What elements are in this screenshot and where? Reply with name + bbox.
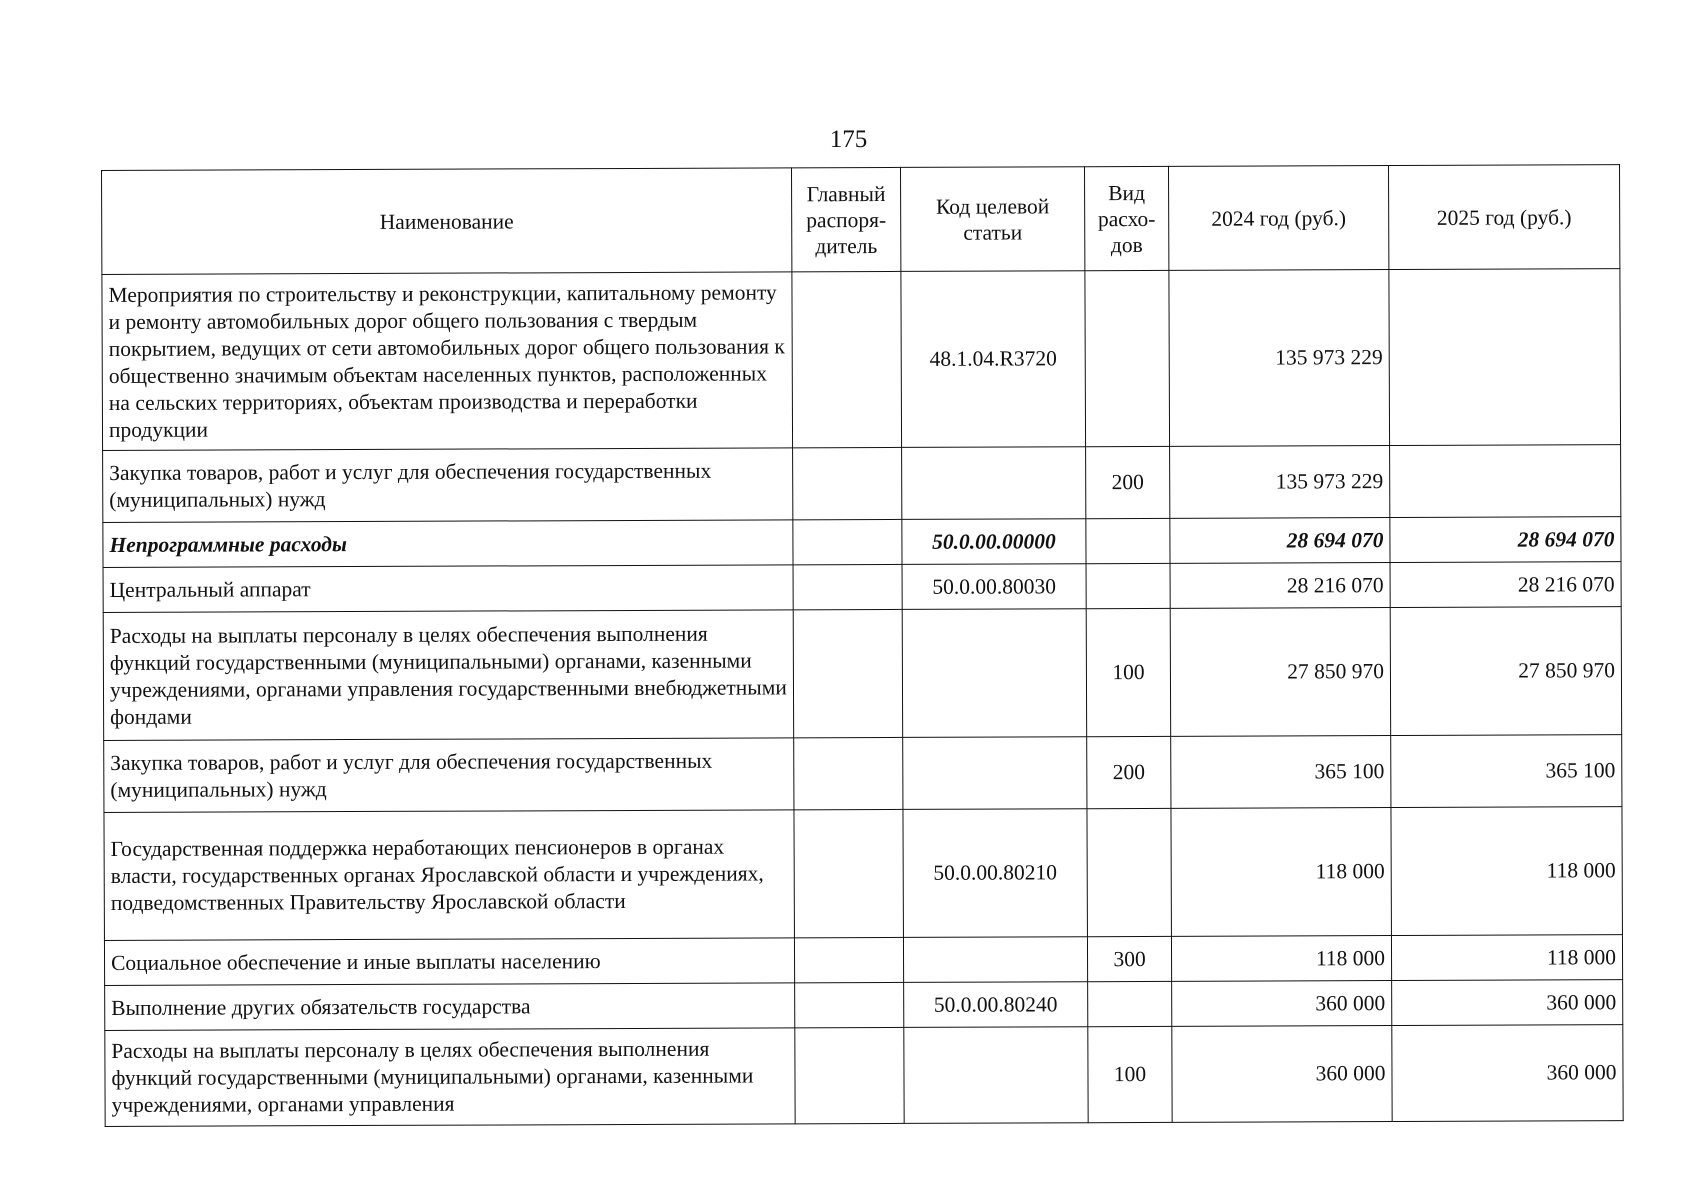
table-row (104, 735, 1622, 813)
row-2025: 360 000 (1392, 980, 1623, 1026)
row-code (904, 1027, 1088, 1124)
row-2024: 135 973 229 (1169, 270, 1390, 447)
table-row (105, 980, 1623, 1031)
header-vid: Вид расхо-дов (1084, 166, 1168, 270)
table-row (104, 935, 1622, 986)
row-2024: 28 694 070 (1170, 518, 1390, 564)
row-2024: 28 216 070 (1170, 563, 1390, 609)
row-name: Закупка товаров, работ и услуг для обеспечения государственных (муниципальных) нужд (104, 738, 794, 813)
row-gr (795, 982, 904, 1027)
row-vid: 100 (1086, 608, 1170, 736)
row-gr (793, 609, 902, 737)
header-name: Наименование (102, 168, 792, 275)
row-name: Закупка товаров, работ и услуг для обеспечения государственных (муниципальных) нужд (103, 448, 793, 523)
table-row (103, 607, 1621, 741)
row-2025: 360 000 (1392, 1025, 1623, 1122)
row-2025: 118 000 (1391, 935, 1622, 981)
row-code (902, 609, 1086, 738)
row-vid: 200 (1086, 446, 1170, 518)
row-name: Расходы на выплаты персоналу в целях обеспечения выполнения функций государственными (муниципальными) органами, казенными учреждениями, органами управления государственными внебюджетными фондами (103, 610, 793, 741)
row-2025: 28 216 070 (1390, 562, 1621, 608)
row-2024: 27 850 970 (1170, 608, 1390, 737)
row-gr (795, 1027, 904, 1123)
table-row (103, 445, 1621, 523)
header-code: Код целевой статьи (900, 167, 1084, 272)
row-vid: 300 (1087, 936, 1171, 981)
table-row (105, 1025, 1623, 1127)
row-2025 (1389, 269, 1621, 446)
row-vid (1086, 563, 1170, 608)
header-gr: Главный распоря-дитель (791, 167, 900, 271)
header-2025: 2025 год (руб.) (1388, 165, 1619, 270)
row-name: Социальное обеспечение и иные выплаты населению (104, 938, 794, 986)
row-2024: 118 000 (1171, 936, 1391, 982)
row-2024: 135 973 229 (1170, 446, 1390, 519)
budget-table (101, 164, 1624, 1127)
row-name: Центральный аппарат (103, 565, 793, 613)
row-2025: 118 000 (1391, 807, 1622, 936)
row-code: 50.0.00.80210 (903, 809, 1087, 938)
row-name: Выполнение других обязательств государства (105, 983, 795, 1031)
table-row (102, 269, 1621, 451)
row-code (903, 737, 1087, 810)
row-code: 48.1.04.R3720 (901, 271, 1086, 448)
row-gr (792, 271, 902, 447)
row-vid (1086, 518, 1170, 563)
row-gr (793, 519, 902, 564)
row-code (902, 447, 1086, 520)
row-name: Государственная поддержка неработающих пенсионеров в органах власти, государственных органах Ярославской области и учреждениях, подведомственных Правительству Ярославской области (104, 810, 794, 941)
row-gr (793, 447, 902, 519)
table-header-row (102, 165, 1620, 275)
table-row (103, 517, 1621, 568)
row-2024: 360 000 (1172, 981, 1392, 1027)
row-code: 50.0.00.80030 (902, 564, 1086, 610)
row-vid (1085, 270, 1170, 446)
row-vid: 200 (1087, 736, 1171, 808)
row-name: Непрограммные расходы (103, 520, 793, 568)
header-2024: 2024 год (руб.) (1168, 166, 1388, 271)
row-2024: 365 100 (1171, 736, 1391, 809)
row-2025: 28 694 070 (1390, 517, 1621, 563)
row-2025 (1390, 445, 1621, 518)
row-code: 50.0.00.00000 (902, 519, 1086, 565)
row-vid (1087, 808, 1171, 936)
row-2024: 360 000 (1172, 1026, 1392, 1123)
row-2024: 118 000 (1171, 808, 1391, 937)
table-row (104, 807, 1622, 941)
row-gr (794, 737, 903, 809)
row-2025: 365 100 (1391, 735, 1622, 808)
row-gr (794, 809, 903, 937)
row-gr (794, 937, 903, 982)
table-row (103, 562, 1621, 613)
row-vid (1088, 981, 1172, 1026)
row-code (903, 937, 1087, 983)
row-gr (793, 564, 902, 609)
page-number: 175 (829, 126, 868, 153)
row-name: Мероприятия по строительству и реконструкции, капитальному ремонту и ремонту автомобильных дорог общего пользования с твердым покрытием, ведущих от сети автомобильных дорог общего пользования к общественно значимым объектам населенных пунктов, расположенных на сельских территориях, объектам производства и переработки продукции (102, 272, 793, 451)
row-vid: 100 (1088, 1026, 1172, 1122)
row-name: Расходы на выплаты персоналу в целях обеспечения выполнения функций государственными (муниципальными) органами, казенными учреждениями, органами управления (105, 1028, 795, 1127)
row-2025: 27 850 970 (1390, 607, 1621, 736)
row-code: 50.0.00.80240 (904, 982, 1088, 1028)
